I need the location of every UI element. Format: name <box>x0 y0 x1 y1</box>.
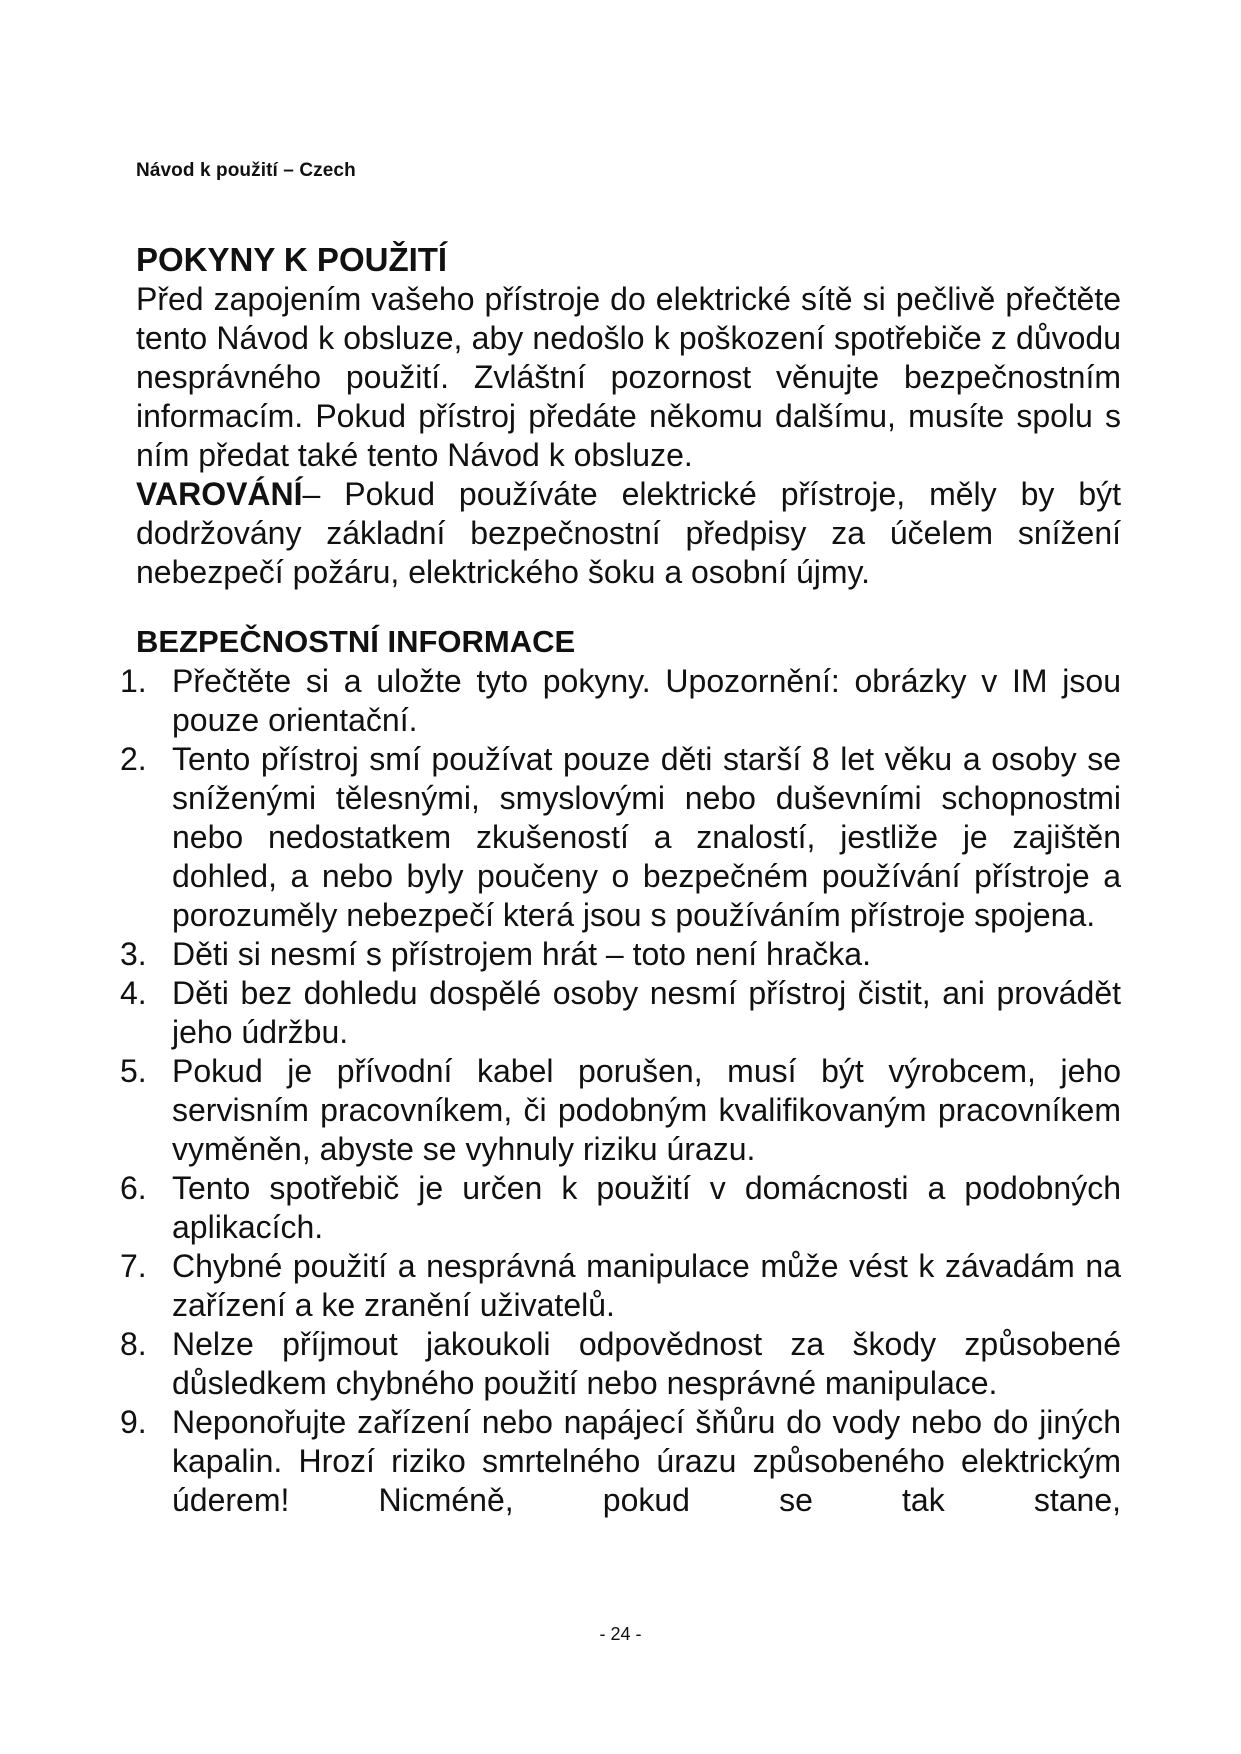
list-item <box>120 1247 1121 1325</box>
list-item-number: 6. <box>120 1170 147 1206</box>
list-item <box>120 1169 1121 1247</box>
list-item-text: Pokud je přívodní kabel porušen, musí být výrobcem, jeho servisním pracovníkem, či podobným kvalifikovaným pracovníkem vyměněn, abyste se vyhnuly riziku úrazu. <box>172 1053 1121 1167</box>
warning-paragraph <box>136 475 1121 592</box>
section-heading-usage: POKYNY K POUŽITÍ <box>136 241 448 278</box>
list-item <box>120 1052 1121 1169</box>
list-item-number: 1. <box>120 663 147 699</box>
page-number: - 24 - <box>599 1624 642 1644</box>
list-item-number: 9. <box>120 1404 147 1440</box>
list-item-number: 4. <box>120 975 147 1011</box>
list-item <box>120 740 1121 935</box>
list-item-text: Děti bez dohledu dospělé osoby nesmí přístroj čistit, ani provádět jeho údržbu. <box>172 975 1121 1050</box>
warning-text: – Pokud používáte elektrické přístroje, měly by být dodržovány základní bezpečnostní předpisy za účelem snížení nebezpečí požáru, elektrického šoku a osobní újmy. <box>136 476 1121 590</box>
intro-paragraph: Před zapojením vašeho přístroje do elektrické sítě si pečlivě přečtěte tento Návod k obsluze, aby nedošlo k poškození spotřebiče z důvodu nesprávného použití. Zvláštní pozornost věnujte bezpečnostním informacím. Pokud přístroj předáte někomu dalšímu, musíte spolu s ním předat také tento Návod k obsluze. <box>136 281 1121 473</box>
list-item-text: Neponořujte zařízení nebo napájecí šňůru do vody nebo do jiných kapalin. Hrozí riziko smrtelného úrazu způsobeného elektrickým úderem! Nicméně, pokud se tak stane, <box>172 1404 1121 1518</box>
safety-list <box>120 662 1121 1520</box>
list-item-number: 3. <box>120 936 147 972</box>
list-item <box>120 1325 1121 1403</box>
list-item-number: 5. <box>120 1053 147 1089</box>
list-item-number: 2. <box>120 741 147 777</box>
page-header: Návod k použití – Czech <box>136 160 356 181</box>
list-item <box>120 1403 1121 1520</box>
intro-block <box>136 280 1121 592</box>
list-item-text: Tento spotřebič je určen k použití v domácnosti a podobných aplikacích. <box>172 1170 1121 1245</box>
page-content <box>120 240 1121 1520</box>
warning-label: VAROVÁNÍ <box>136 476 303 512</box>
list-item-text: Tento přístroj smí používat pouze děti starší 8 let věku a osoby se sníženými tělesnými, smyslovými nebo duševními schopnostmi nebo nedostatkem zkušeností a znalostí, jestliže je zajištěn dohled, a nebo byly poučeny o bezpečném používání přístroje a porozuměly nebezpečí která jsou s používáním přístroje spojena. <box>172 741 1121 933</box>
list-item-text: Přečtěte si a uložte tyto pokyny. Upozornění: obrázky v IM jsou pouze orientační. <box>172 663 1121 738</box>
section-heading-safety: BEZPEČNOSTNÍ INFORMACE <box>136 624 576 659</box>
list-item-number: 8. <box>120 1326 147 1362</box>
list-item-text: Chybné použití a nesprávná manipulace může vést k závadám na zařízení a ke zranění uživatelů. <box>172 1248 1121 1323</box>
list-item-text: Děti si nesmí s přístrojem hrát – toto není hračka. <box>172 936 871 972</box>
list-item-text: Nelze příjmout jakoukoli odpovědnost za škody způsobené důsledkem chybného použití nebo nesprávné manipulace. <box>172 1326 1121 1401</box>
list-item-number: 7. <box>120 1248 147 1284</box>
list-item <box>120 662 1121 740</box>
list-item <box>120 974 1121 1052</box>
list-item <box>120 935 1121 974</box>
